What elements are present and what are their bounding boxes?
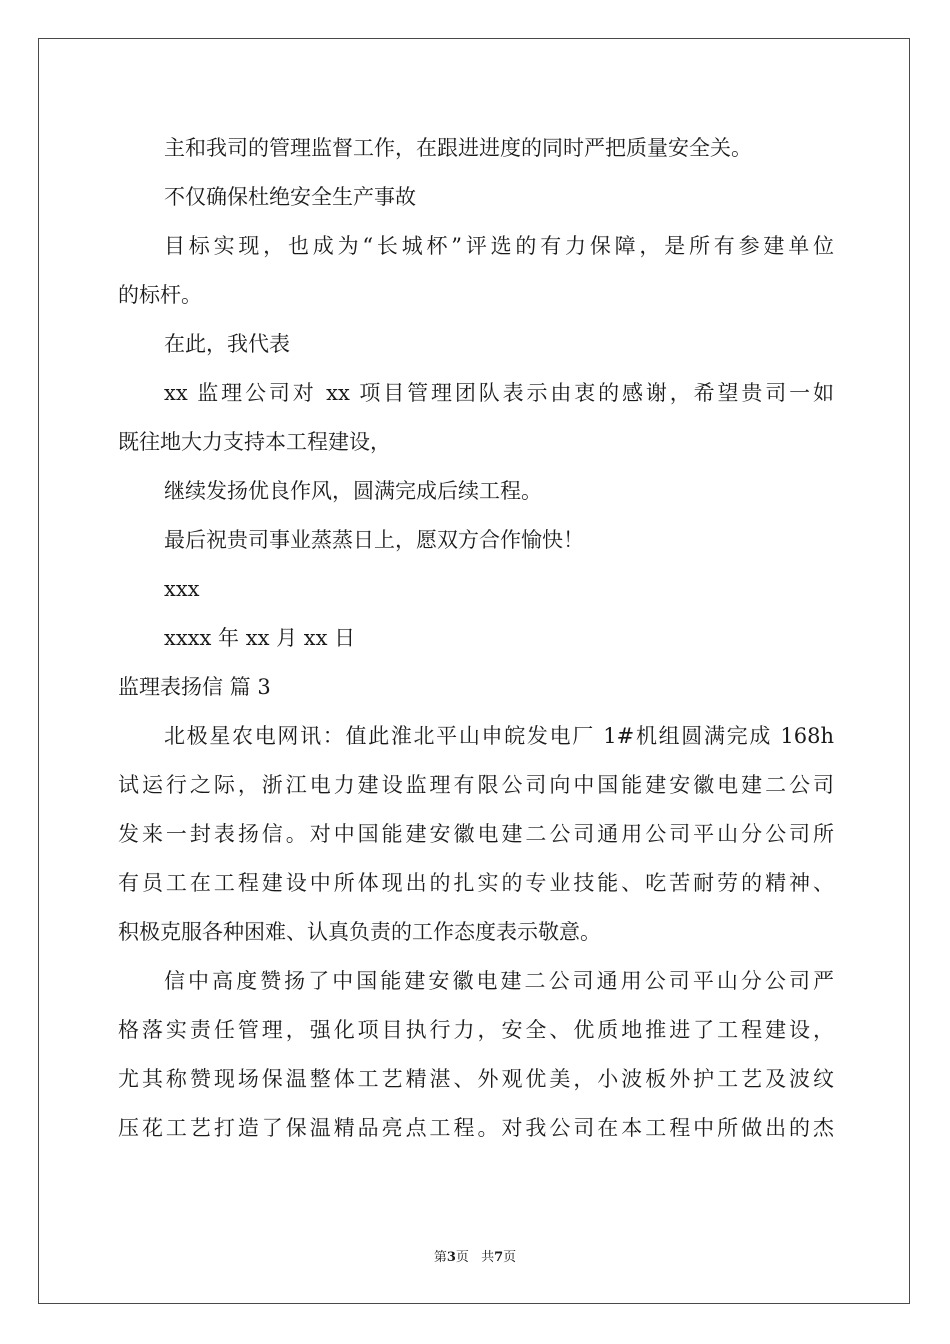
page-label: 第3页 [433,1250,469,1265]
document-body [118,124,834,1153]
text-line: xx 监理公司对 xx 项目管理团队表示由衷的感谢，希望贵司一如 [164,381,834,405]
text-line: 监理表扬信 篇 3 [118,675,271,699]
page-footer [0,1246,950,1265]
text-line: 格落实责任管理，强化项目执行力，安全、优质地推进了工程建设， [118,1018,834,1042]
text-line: 继续发扬优良作风，圆满完成后续工程。 [164,479,542,503]
text-line: 北极星农电网讯：值此淮北平山申皖发电厂 1#机组圆满完成 168h [164,724,834,748]
text-line: 有员工在工程建设中所体现出的扎实的专业技能、吃苦耐劳的精神、 [118,871,834,895]
text-line: 压花工艺打造了保温精品亮点工程。对我公司在本工程中所做出的杰 [118,1116,834,1140]
total-label: 共7页 [481,1250,517,1265]
text-line: 尤其称赞现场保温整体工艺精湛、外观优美，小波板外护工艺及波纹 [118,1067,834,1091]
text-line: 在此，我代表 [164,332,290,356]
page-number: 3 [446,1250,456,1265]
text-line: 主和我司的管理监督工作，在跟进进度的同时严把质量安全关。 [164,136,752,160]
total-pages: 7 [494,1250,504,1265]
text-line: 目标实现，也成为“长城杯”评选的有力保障，是所有参建单位 [164,234,834,258]
text-line: 试运行之际，浙江电力建设监理有限公司向中国能建安徽电建二公司 [118,773,834,797]
text-line: 积极克服各种困难、认真负责的工作态度表示敬意。 [118,920,601,944]
text-line: 信中高度赞扬了中国能建安徽电建二公司通用公司平山分公司严 [164,969,834,993]
text-line: xxx [164,577,200,601]
text-line: 不仅确保杜绝安全生产事故 [164,185,416,209]
text-line: 发来一封表扬信。对中国能建安徽电建二公司通用公司平山分公司所 [118,822,834,846]
text-line: xxxx 年 xx 月 xx 日 [164,626,356,650]
text-line: 最后祝贵司事业蒸蒸日上，愿双方合作愉快！ [164,528,584,552]
text-line: 的标杆。 [118,283,202,307]
text-line: 既往地大力支持本工程建设， [118,430,391,454]
